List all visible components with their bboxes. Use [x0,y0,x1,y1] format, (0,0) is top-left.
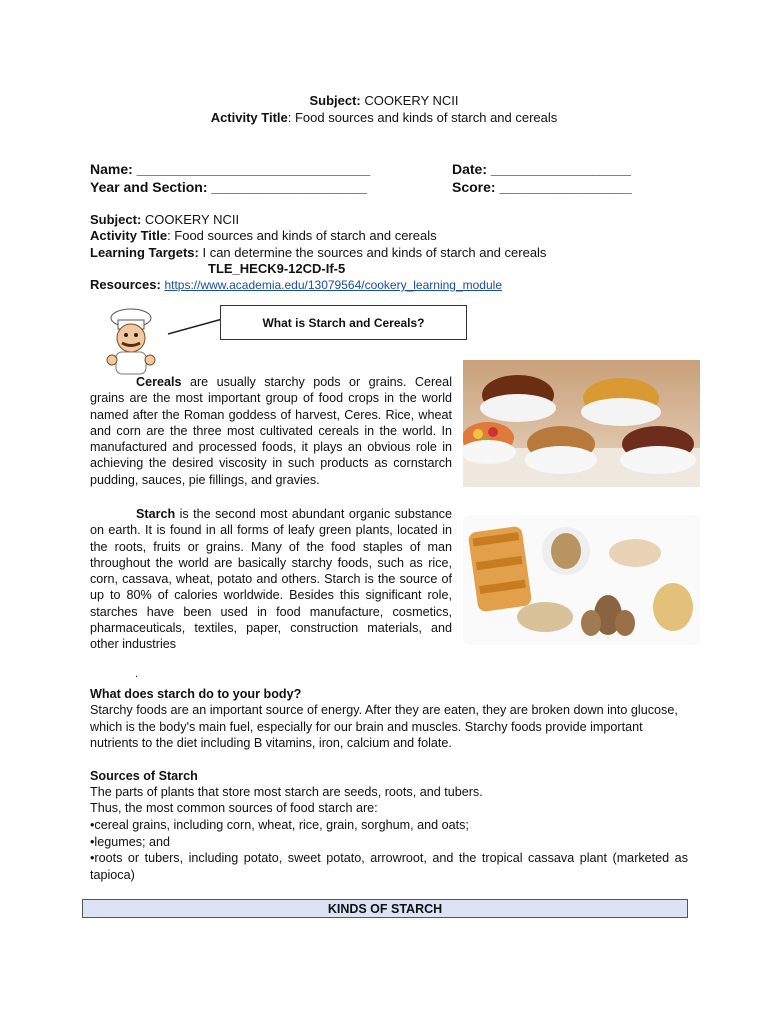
question-box: What is Starch and Cereals? [220,305,467,340]
competency-code: TLE_HECK9-12CD-If-5 [208,261,346,276]
header-activity: Activity Title: Food sources and kinds of starch and cereals [210,110,558,125]
stray-dot: . [135,668,139,680]
body-section-text: Starchy foods are an important source of energy. After they are eaten, they are broken down into glucose, which is the body's main fuel, especially for our brain and muscles. Starchy foods provide important nutrients to the diet including B vitamins, iron, calcium and folate. [90,703,678,750]
chef-cartoon-icon [98,308,228,376]
starch-paragraph: Starch is the second most abundant organic substance on earth. It is found in all forms of leafy green plants, located in the roots, fruits or grains. Many of the food staples of man throughout the world are basically starchy foods, such as rice, corn, cassava, wheat, potato and others. Starch is the source of up to 80% of calories worldwide. Besides this significant role, starches have been used in food manufacture, cosmetics, pharmaceuticals, textiles, paper, construction materials, and other industries [90,507,452,652]
cereals-paragraph: Cereals are usually starchy pods or grains. Cereal grains are the most important group of food crops in the world named after the Roman goddess of harvest, Ceres. Rice, wheat and corn are the three most cultivated cereals in the world. In manufactured and processed foods, it plays an obvious role in achieving the desired viscosity in such products as cornstarch pudding, sauces, pie fillings, and gravies. [90,375,452,487]
starchy-foods-photo [463,515,700,645]
info-resources: Resources: https://www.academia.edu/13079564/cookery_learning_module [90,277,502,292]
score-field[interactable]: Score: _________________ [452,179,632,195]
cereal-bowls-photo [463,360,700,487]
date-field[interactable]: Date: __________________ [452,161,632,177]
year-section-field[interactable]: Year and Section: ____________________ [90,179,368,195]
name-field[interactable]: Name: ______________________________ [90,161,371,177]
sources-bullet-2: •legumes; and [90,835,171,849]
sources-bullet-3: •roots or tubers, including potato, sweet potato, arrowroot, and the tropical cassava plant (marketed as tapioca) [90,851,688,882]
body-section-heading: What does starch do to your body? [90,687,302,701]
sources-heading: Sources of Starch [90,769,198,783]
sources-line-2: Thus, the most common sources of food starch are: [90,801,378,815]
sources-line-1: The parts of plants that store most starch are seeds, roots, and tubers. [90,785,483,799]
info-activity: Activity Title: Food sources and kinds of starch and cereals [90,228,437,243]
info-learning-targets: Learning Targets: I can determine the sources and kinds of starch and cereals [90,245,547,260]
sources-bullet-1: •cereal grains, including corn, wheat, rice, grain, sorghum, and oats; [90,818,469,832]
info-subject: Subject: COOKERY NCII [90,212,240,227]
resources-link[interactable]: https://www.academia.edu/13079564/cookery_learning_module [164,278,502,292]
header-subject: Subject: COOKERY NCII [309,93,459,108]
kinds-of-starch-bar: KINDS OF STARCH [82,899,688,918]
